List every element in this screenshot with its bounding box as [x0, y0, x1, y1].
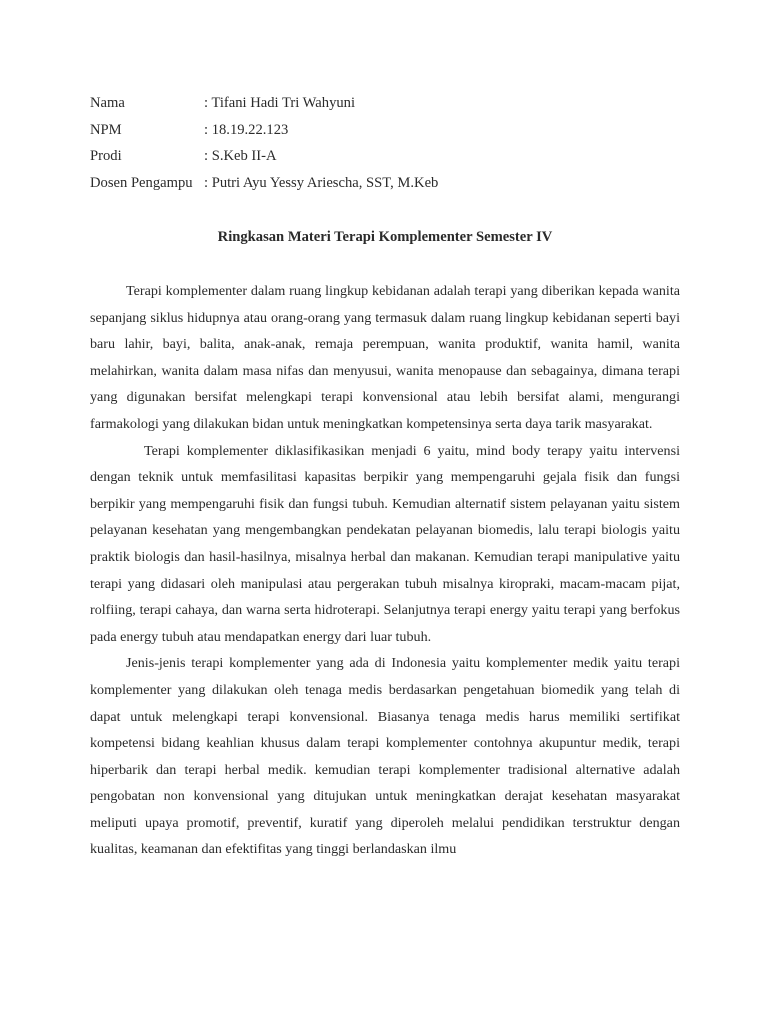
paragraph-1: Terapi komplementer dalam ruang lingkup kebidanan adalah terapi yang diberikan kepada wanita sepanjang siklus hidupnya atau orang-orang yang termasuk dalam ruang lingkup kebidanan seperti bayi baru lahir, bayi, balita, anak-anak, remaja perempuan, wanita produktif, wanita hamil, wanita melahirkan, wanita dalam masa nifas dan menyusui, wanita menopause dan sebagainya, dimana terapi yang digunakan bersifat melengkapi terapi konvensional atau lebih bersifat alami, mengurangi farmakologi yang dilakukan bidan untuk meningkatkan kompetensinya serta daya tarik masyarakat. — [90, 283, 680, 432]
info-row-prodi — [90, 145, 690, 172]
student-info-block — [90, 92, 690, 198]
info-label: NPM — [90, 121, 122, 138]
document-body — [90, 278, 680, 863]
info-label: Prodi — [90, 148, 122, 164]
info-row-npm — [90, 119, 690, 146]
info-value: : Tifani Hadi Tri Wahyuni — [204, 95, 356, 111]
info-label: Nama — [90, 95, 125, 111]
paragraph-2: Terapi komplementer diklasifikasikan menjadi 6 yaitu, mind body terapy yaitu intervensi dengan teknik untuk memfasilitasi kapasitas berpikir yang mempengaruhi gejala fisik dan fungsi berpikir yang mempengaruhi fisik dan fungsi tubuh. Kemudian alternatif sistem pelayanan yaitu sistem pelayanan kesehatan yang mengembangkan pendekatan pelayanan biomedis, lalu terapi biologis yaitu praktik biologis dan hasil-hasilnya, misalnya herbal dan makanan. Kemudian terapi manipulative yaitu terapi yang didasari oleh manipulasi atau pergerakan tubuh misalnya kiropraki, macam-macam pijat, rolfiing, terapi cahaya, dan warna serta hidroterapi. Selanjutnya terapi energy yaitu terapi yang berfokus pada energy tubuh atau mendapatkan energy dari luar tubuh. — [90, 442, 680, 645]
paragraph-3: Jenis-jenis terapi komplementer yang ada di Indonesia yaitu komplementer medik yaitu terapi komplementer yang dilakukan oleh tenaga medis berdasarkan pengetahuan biomedik yang telah di dapat untuk melengkapi terapi konvensional. Biasanya tenaga medis harus memiliki sertifikat kompetensi bidang keahlian khusus dalam terapi komplementer contohnya akupuntur medik, terapi hiperbarik dan terapi herbal medik. kemudian terapi komplementer tradisional alternative adalah pengobatan non konvensional yang ditujukan untuk meningkatkan derajat kesehatan masyarakat meliputi upaya promotif, preventif, kuratif yang diperoleh melalui pendidikan terstruktur dengan kualitas, keamanan dan efektifitas yang tinggi berlandaskan ilmu — [90, 655, 680, 858]
info-row-nama — [90, 92, 690, 119]
info-value: : 18.19.22.123 — [204, 121, 289, 138]
info-label: Dosen Pengampu — [90, 174, 193, 191]
document-title: Ringkasan Materi Terapi Komplementer Semester IV — [217, 229, 553, 245]
info-value: : Putri Ayu Yessy Ariescha, SST, M.Keb — [204, 174, 439, 191]
info-row-dosen — [90, 172, 690, 199]
info-value: : S.Keb II-A — [204, 148, 277, 164]
